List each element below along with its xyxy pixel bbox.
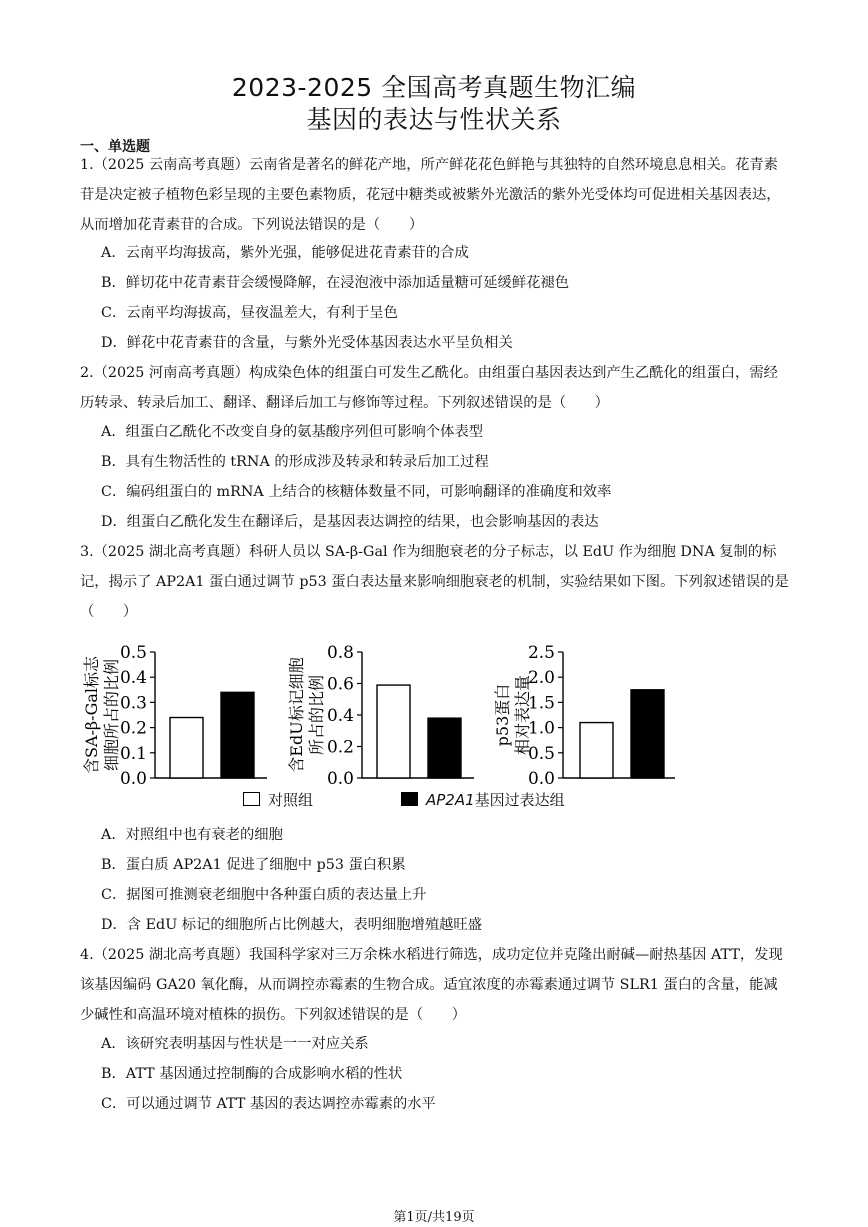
chart-3-tick-label: 2.5 xyxy=(527,643,555,663)
legend-overexpression-swatch xyxy=(401,792,418,806)
chart-3-ylabel-line2: 相对表达量 xyxy=(513,674,532,756)
chart-1-tick-label: 0.3 xyxy=(119,693,147,714)
document-title-line2: 基因的表达与性状关系 xyxy=(306,105,562,134)
chart-1-ylabel-line2: 细胞所占的比例 xyxy=(102,658,121,772)
question-1-option-d: D．鲜花中花青素苷的含量，与紫外光受体基因表达水平呈负相关 xyxy=(101,335,513,351)
question-2-option-b: B．具有生物活性的 tRNA 的形成涉及转录和转录后加工过程 xyxy=(101,454,489,470)
question-3-option-d: D．含 EdU 标记的细胞所占比例越大，表明细胞增殖越旺盛 xyxy=(101,917,483,933)
figure-bar-charts xyxy=(0,640,868,800)
question-3-option-b: B．蛋白质 AP2A1 促进了细胞中 p53 蛋白积累 xyxy=(101,857,406,873)
legend-overexpression-gene: AP2A1 xyxy=(426,791,475,809)
legend-overexpression-label: 基因过表达组 xyxy=(474,791,565,809)
document-title-line1: 2023-2025 全国高考真题生物汇编 xyxy=(231,73,637,102)
question-2-option-c: C．编码组蛋白的 mRNA 上结合的核糖体数量不同，可影响翻译的准确度和效率 xyxy=(101,484,612,500)
chart-3-tick-label: 0.5 xyxy=(527,743,555,764)
chart-1-tick-label: 0.2 xyxy=(119,718,147,739)
legend-overexpression xyxy=(401,789,565,810)
section-heading: 一、单选题 xyxy=(80,139,150,155)
chart-2-tick-label: 0.6 xyxy=(326,674,354,695)
chart-1-ylabel-line1: 含SA-β-Gal标志 xyxy=(82,655,101,775)
chart-1-tick-label: 0.0 xyxy=(119,769,147,789)
chart-3-bar-overexpression xyxy=(631,690,664,778)
question-2-stem: 2.（2025 河南高考真题）构成染色体的组蛋白可发生乙酰化。由组蛋白基因表达到产生乙酰化的组蛋白，需经历转录、转录后加工、翻译、翻译后加工与修饰等过程。下列叙述错误的是（ ） xyxy=(80,365,778,411)
question-1-stem: 1.（2025 云南高考真题）云南省是著名的鲜花产地，所产鲜花花色鲜艳与其独特的自然环境息息相关。花青素苷是决定被子植物色彩呈现的主要色素物质，花冠中糖类或被紫外光激活的紫外光受体均可促进相关基因表达，从而增加花青素苷的合成。下列说法错误的是（ ） xyxy=(80,157,781,233)
legend-control-swatch xyxy=(243,792,260,806)
legend-control-label: 对照组 xyxy=(268,791,314,809)
chart-2-tick-label: 0.2 xyxy=(326,737,354,758)
question-1-option-b: B．鲜切花中花青素苷会缓慢降解，在浸泡液中添加适量糖可延缓鲜花褪色 xyxy=(101,275,570,291)
chart-1-bar-control xyxy=(170,718,203,778)
question-2-option-a: A．组蛋白乙酰化不改变自身的氨基酸序列但可影响个体表型 xyxy=(101,424,484,440)
question-4-option-a: A．该研究表明基因与性状是一一对应关系 xyxy=(101,1036,369,1052)
chart-1-tick-label: 0.4 xyxy=(119,668,147,689)
question-4-stem: 4.（2025 湖北高考真题）我国科学家对三万余株水稻进行筛选，成功定位并克隆出耐碱—耐热基因 ATT，发现该基因编码 GA20 氧化酶，从而调控赤霉素的生物合成。适宜浓度的赤霉素通过调节 SLR1 蛋白的含量，能减少碱性和高温环境对植株的损伤。下列叙述错误的是（ ） xyxy=(80,947,783,1023)
chart-2-tick-label: 0.8 xyxy=(326,643,354,663)
chart-3-tick-label: 1.5 xyxy=(527,693,555,714)
question-4-option-b: B．ATT 基因通过控制酶的合成影响水稻的性状 xyxy=(101,1066,403,1082)
chart-1-bar-overexpression xyxy=(221,692,254,778)
chart-1-tick-label: 0.1 xyxy=(119,743,147,764)
chart-2-tick-label: 0.4 xyxy=(326,706,354,726)
chart-3-tick-label: 1.0 xyxy=(527,718,555,739)
chart-2-ylabel-line1: 含EdU标记细胞 xyxy=(287,657,306,773)
page-footer: 第1页/共19页 xyxy=(393,1210,475,1225)
question-1-option-c: C．云南平均海拔高，昼夜温差大，有利于呈色 xyxy=(101,305,398,321)
chart-1-tick-label: 0.5 xyxy=(119,643,147,663)
chart-3-tick-label: 2.0 xyxy=(527,668,555,689)
question-4-option-c: C．可以通过调节 ATT 基因的表达调控赤霉素的水平 xyxy=(101,1096,436,1112)
chart-2-bar-control xyxy=(377,685,410,778)
question-1-option-a: A．云南平均海拔高，紫外光强，能够促进花青素苷的合成 xyxy=(101,245,469,261)
question-3-option-a: A．对照组中也有衰老的细胞 xyxy=(101,827,283,843)
question-3-stem: 3.（2025 湖北高考真题）科研人员以 SA-β-Gal 作为细胞衰老的分子标志，以 EdU 作为细胞 DNA 复制的标记，揭示了 AP2A1 蛋白通过调节 p53 蛋白表达量来影响细胞衰老的机制，实验结果如下图。下列叙述错误的是（ ） xyxy=(80,544,789,620)
question-2-option-d: D．组蛋白乙酰化发生在翻译后，是基因表达调控的结果，也会影响基因的表达 xyxy=(101,514,599,530)
chart-2-bar-overexpression xyxy=(428,718,461,778)
chart-3-tick-label: 0.0 xyxy=(527,769,555,789)
legend-control xyxy=(243,789,313,810)
chart-2-ylabel-line2: 所占的比例 xyxy=(307,674,326,756)
chart-3-bar-control xyxy=(580,723,613,778)
chart-3-ylabel-line1: p53蛋白 xyxy=(493,683,512,747)
question-3-option-c: C．据图可推测衰老细胞中各种蛋白质的表达量上升 xyxy=(101,887,427,903)
chart-2-tick-label: 0.0 xyxy=(326,769,354,789)
